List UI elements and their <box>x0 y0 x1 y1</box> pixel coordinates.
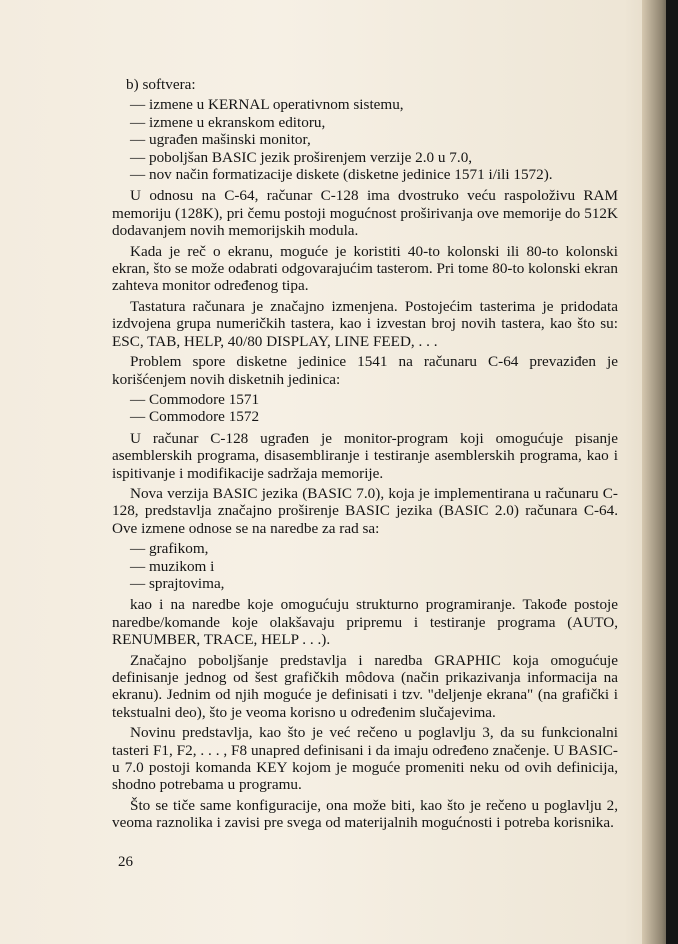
disk-drive-list <box>112 391 618 426</box>
configuration-paragraph: Što se tiče same konfiguracije, ona može biti, kao što je rečeno u poglavlju 2, veoma raznolika i zavisi pre svega od materijalnih mogućnosti i potreba korisnika. <box>112 796 618 832</box>
disk-drive-item-1571: — Commodore 1571 <box>112 391 618 408</box>
keyboard-paragraph: Tastatura računara je značajno izmenjena. Postojećim tasterima je pridodata izdvojena grupa numeričkih tastera, kao i izvestan broj novih tastera, kao što su: ESC, TAB, HELP, 40/80 DISPLAY, LINE FEED, . . . <box>112 297 618 350</box>
memory-paragraph: U odnosu na C-64, računar C-128 ima dvostruko veću raspoloživu RAM memoriju (128K), pri čemu postoji mogućnost proširivanja ove memorije do 512K dodavanjem novih memorijskih modula. <box>112 187 618 240</box>
disk-drive-paragraph: Problem spore disketne jedinice 1541 na računaru C-64 prevaziđen je korišćenjem novih disketnih jedinica: <box>112 353 618 388</box>
section-intro: b) softvera: <box>126 76 196 93</box>
disk-drive-item-1572: — Commodore 1572 <box>112 408 618 425</box>
basic-feature-graphics: — grafikom, <box>112 540 618 557</box>
basic-feature-sprites: — sprajtovima, <box>112 575 618 592</box>
software-change-item-1: — izmene u KERNAL operativnom sistemu, <box>112 96 618 113</box>
basic-feature-music: — muzikom i <box>112 558 618 575</box>
screen-paragraph: Kada je reč o ekranu, moguće je koristiti 40-to kolonski ili 80-to kolonski ekran, što se može odabrati odgovarajućim tasterom. Pri tome 80-to kolonski ekran zahteva monitor određenog tipa. <box>112 242 618 295</box>
software-change-item-3: — ugrađen mašinski monitor, <box>112 131 618 148</box>
basic-features-list <box>112 540 618 592</box>
page-number: 26 <box>118 854 133 870</box>
software-change-list <box>112 96 618 183</box>
graphic-command-paragraph: Značajno poboljšanje predstavlja i naredba GRAPHIC koja omogućuje definisanje jednog od šest grafičkih môdova (način prikazivanja informacija na ekranu). Jednim od njih moguće je definisati i tzv. "deljenje ekrana" (na grafički i tekstualni deo), što je veoma korisno u određenim slučajevima. <box>112 651 618 721</box>
monitor-program-paragraph: U računar C-128 ugrađen je monitor-program koji omogućuje pisanje asemblerskih programa, disasembliranje i testiranje asemblerskih programa, kao i ispitivanje i modifikacije sadržaja memorije. <box>112 429 618 482</box>
book-page-edge <box>642 0 678 944</box>
software-change-item-2: — izmene u ekranskom editoru, <box>112 114 618 131</box>
basic-paragraph: Nova verzija BASIC jezika (BASIC 7.0), koja je implementirana u računaru C-128, predstavlja značajno proširenje BASIC jezika (BASIC 2.0) računara C-64. Ove izmene odnose se na naredbe za rad sa: <box>112 484 618 537</box>
software-change-item-5: — nov način formatizacije diskete (disketne jedinice 1571 i/ili 1572). <box>112 166 618 183</box>
software-change-item-4: — poboljšan BASIC jezik proširenjem verzije 2.0 u 7.0, <box>112 149 618 166</box>
structured-programming-paragraph: kao i na naredbe koje omogućuju strukturno programiranje. Takođe postoje naredbe/komande koje olakšavaju pripremu i testiranje programa (AUTO, RENUMBER, TRACE, HELP . . .). <box>112 596 618 649</box>
page-text <box>112 76 618 835</box>
function-keys-paragraph: Novinu predstavlja, kao što je već rečeno u poglavlju 3, da su funkcionalni tasteri F1, F2, . . . , F8 unapred definisani i da imaju određeno značenje. U BASIC-u 7.0 postoji komanda KEY kojom je moguće promeniti neku od ovih definicija, shodno potrebama u programu. <box>112 724 618 794</box>
